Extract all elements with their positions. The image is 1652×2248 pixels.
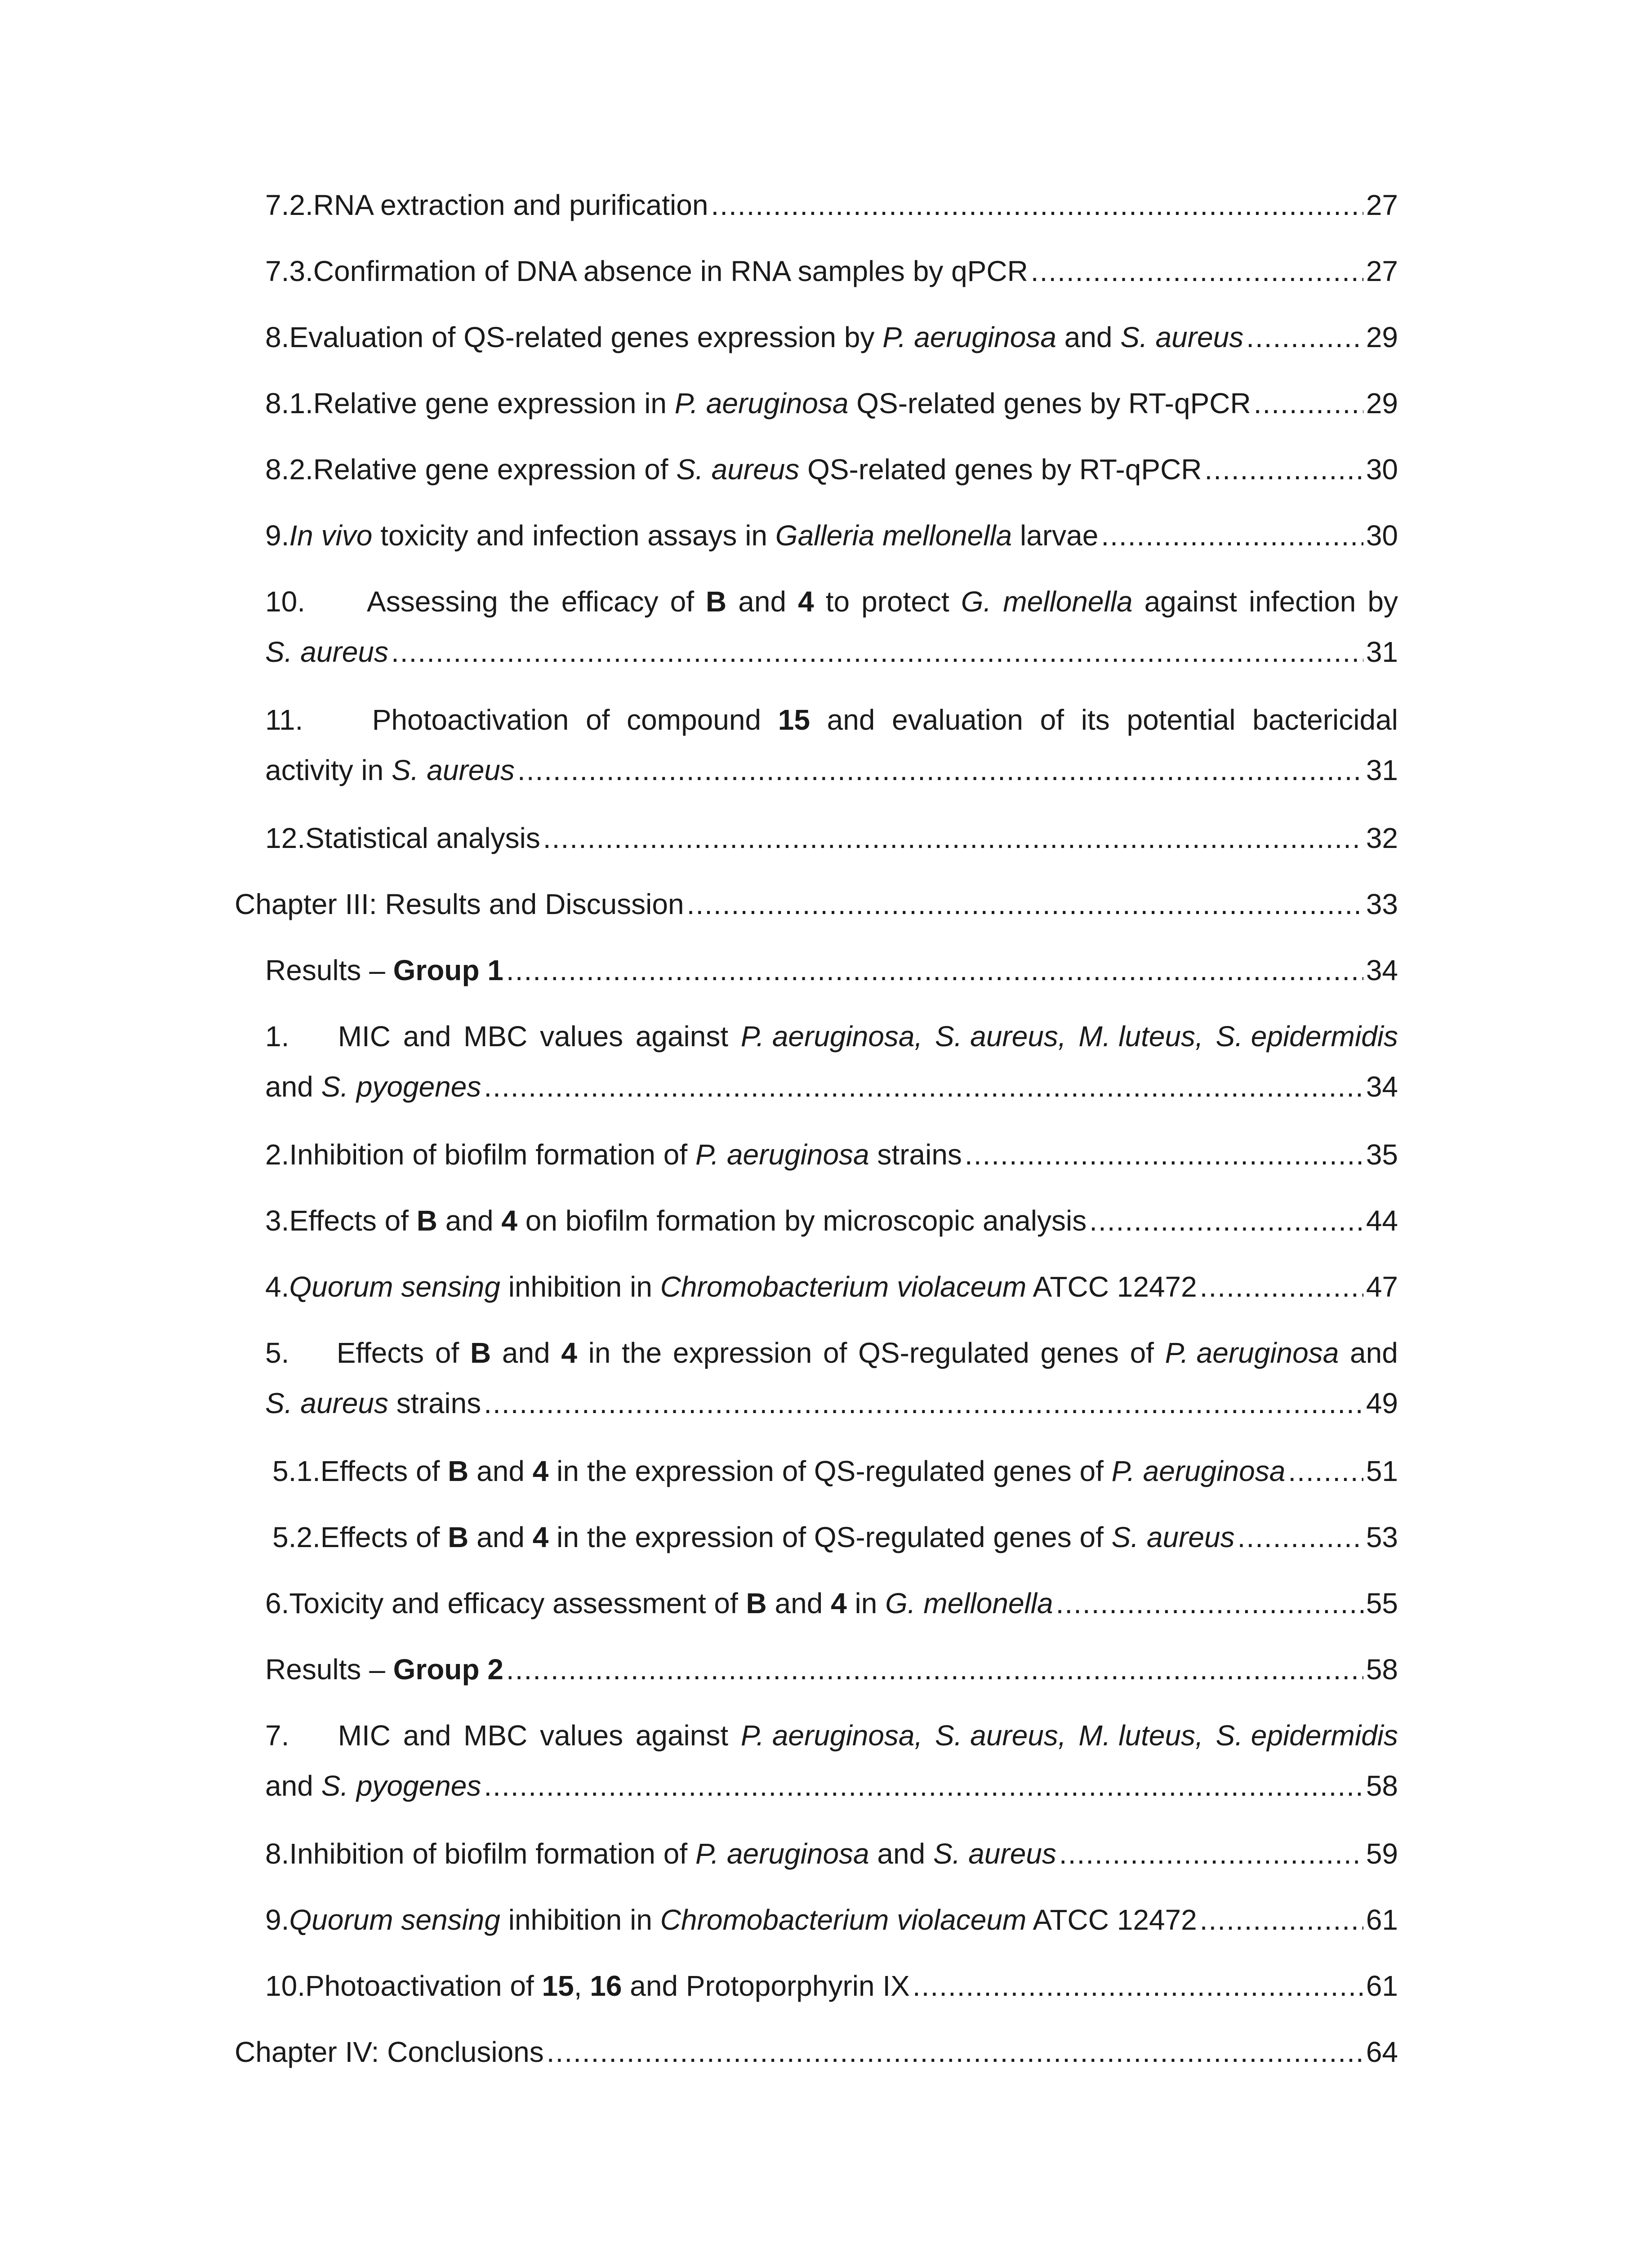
toc-results-group-1[interactable]: [265, 945, 1398, 995]
toc-entry-8[interactable]: [265, 312, 1398, 362]
entry-title-line-1: 11. Photoactivation of compound 15 and evaluation of its potential bactericidal: [265, 704, 1398, 736]
chapter-title: Chapter IV: Conclusions: [235, 2036, 544, 2068]
entry-title: RNA extraction and purification: [313, 189, 708, 221]
page-number: 44: [1366, 1204, 1398, 1237]
entry-title-line-2: and S. pyogenes: [265, 1070, 481, 1103]
entry-title: Quorum sensing inhibition in Chromobacterium violaceum ATCC 12472: [289, 1904, 1197, 1936]
page-number: 59: [1366, 1838, 1398, 1870]
entry-title: Relative gene expression of S. aureus QS-related genes by RT-qPCR: [313, 453, 1202, 486]
entry-number: 2.: [265, 1138, 289, 1171]
toc-entry-12[interactable]: [265, 813, 1398, 863]
toc-entry-8-1[interactable]: [265, 378, 1398, 428]
dot-leader: [687, 879, 1363, 929]
entry-title-line-2: S. aureus: [265, 636, 388, 668]
entry-title: Relative gene expression in P. aeruginosa QS-related genes by RT-qPCR: [313, 387, 1251, 419]
entry-title: Effects of B and 4 in the expression of QS-regulated genes of S. aureus: [320, 1521, 1235, 1553]
toc-entry-9[interactable]: [265, 510, 1398, 561]
toc-entry-2[interactable]: [265, 1129, 1398, 1180]
page-number: 35: [1366, 1138, 1398, 1171]
entry-title-line-1: 5. Effects of B and 4 in the expression of QS-regulated genes of P. aeruginosa and: [265, 1337, 1398, 1369]
dot-leader: [1101, 510, 1363, 561]
section-title: Results – Group 2: [265, 1653, 503, 1686]
page-number: 34: [1366, 1070, 1398, 1103]
entry-title-line-2: and S. pyogenes: [265, 1770, 481, 1802]
page-number: 29: [1366, 321, 1398, 353]
entry-number: 7.3.: [265, 255, 313, 287]
dot-leader: [1238, 1512, 1363, 1562]
page-number: 49: [1366, 1387, 1398, 1419]
entry-number: 9.: [265, 1904, 289, 1936]
dot-leader: [517, 745, 1363, 795]
dot-leader: [1200, 1895, 1363, 1945]
page-number: 32: [1366, 822, 1398, 854]
toc-entry-7-3[interactable]: [265, 246, 1398, 296]
page-number: 31: [1366, 754, 1398, 786]
entry-title: Effects of B and 4 in the expression of QS-regulated genes of P. aeruginosa: [320, 1455, 1286, 1487]
toc-entry-8-2[interactable]: [265, 444, 1398, 495]
entry-number: 4.: [265, 1271, 289, 1303]
entry-number: 3.: [265, 1204, 289, 1237]
page-number: 33: [1366, 888, 1398, 920]
dot-leader: [1031, 246, 1363, 296]
page-number: 55: [1366, 1587, 1398, 1619]
page-number: 58: [1366, 1653, 1398, 1686]
dot-leader: [484, 1062, 1363, 1112]
entry-title: Quorum sensing inhibition in Chromobacterium violaceum ATCC 12472: [289, 1271, 1197, 1303]
toc-entry-3[interactable]: [265, 1195, 1398, 1246]
entry-title: Toxicity and efficacy assessment of B and 4 in G. mellonella: [289, 1587, 1053, 1619]
page-number: 29: [1366, 387, 1398, 419]
toc-entry-5-2[interactable]: [272, 1512, 1398, 1562]
page-number: 27: [1366, 255, 1398, 287]
entry-title-line-2: S. aureus strains: [265, 1387, 481, 1419]
dot-leader: [1059, 1829, 1363, 1879]
dot-leader: [1089, 1195, 1363, 1246]
entry-title: Effects of B and 4 on biofilm formation by microscopic analysis: [289, 1204, 1087, 1237]
entry-title-line-1: 1. MIC and MBC values against P. aeruginosa, S. aureus, M. luteus, S. epidermidis: [265, 1020, 1398, 1053]
toc-chapter-3[interactable]: [235, 879, 1398, 929]
entry-number: 12.: [265, 822, 305, 854]
toc-entry-7[interactable]: [265, 1710, 1398, 1811]
dot-leader: [1288, 1446, 1363, 1496]
toc-entry-4[interactable]: [265, 1262, 1398, 1312]
page-number: 27: [1366, 189, 1398, 221]
entry-number: 10.: [265, 1970, 305, 2002]
dot-leader: [506, 1644, 1363, 1695]
entry-number: 8.2.: [265, 453, 313, 486]
entry-number: 7.2.: [265, 189, 313, 221]
entry-number: 8.: [265, 1838, 289, 1870]
page-number: 58: [1366, 1770, 1398, 1802]
dot-leader: [1056, 1578, 1363, 1628]
toc-entry-6[interactable]: [265, 1578, 1398, 1628]
entry-number: 6.: [265, 1587, 289, 1619]
dot-leader: [1205, 444, 1363, 495]
dot-leader: [547, 2027, 1363, 2077]
entry-title: Photoactivation of 15, 16 and Protoporphyrin IX: [305, 1970, 910, 2002]
toc-entry-10[interactable]: [265, 576, 1398, 677]
dot-leader: [711, 180, 1363, 230]
toc-entry-5[interactable]: [265, 1328, 1398, 1428]
dot-leader: [1200, 1262, 1363, 1312]
entry-title: Inhibition of biofilm formation of P. aeruginosa and S. aureus: [289, 1838, 1056, 1870]
toc-entry-9-group-2[interactable]: [265, 1895, 1398, 1945]
toc-entry-11[interactable]: [265, 695, 1398, 795]
page-number: 34: [1366, 954, 1398, 986]
entry-title: Confirmation of DNA absence in RNA samples by qPCR: [313, 255, 1028, 287]
entry-number: 5.2.: [272, 1521, 321, 1553]
entry-title: Inhibition of biofilm formation of P. aeruginosa strains: [289, 1138, 962, 1171]
entry-title: Evaluation of QS-related genes expression by P. aeruginosa and S. aureus: [289, 321, 1244, 353]
dot-leader: [913, 1961, 1363, 2011]
entry-title: In vivo toxicity and infection assays in Galleria mellonella larvae: [289, 519, 1099, 552]
dot-leader: [543, 813, 1363, 863]
dot-leader: [1254, 378, 1363, 428]
page-number: 30: [1366, 453, 1398, 486]
entry-title-line-1: 7. MIC and MBC values against P. aeruginosa, S. aureus, M. luteus, S. epidermidis: [265, 1719, 1398, 1752]
dot-leader: [484, 1378, 1363, 1428]
toc-entry-8-group-2[interactable]: [265, 1829, 1398, 1879]
chapter-title: Chapter III: Results and Discussion: [235, 888, 684, 920]
dot-leader: [391, 627, 1363, 677]
section-title: Results – Group 1: [265, 954, 503, 986]
dot-leader: [965, 1129, 1363, 1180]
entry-number: 8.: [265, 321, 289, 353]
page-number: 30: [1366, 519, 1398, 552]
toc-entry-10-group-2[interactable]: [265, 1961, 1398, 2011]
page-number: 61: [1366, 1904, 1398, 1936]
page-number: 61: [1366, 1970, 1398, 2002]
entry-number: 9.: [265, 519, 289, 552]
page-number: 53: [1366, 1521, 1398, 1553]
entry-number: 5.1.: [272, 1455, 321, 1487]
toc-entry-7-2[interactable]: [265, 180, 1398, 230]
page-number: 51: [1366, 1455, 1398, 1487]
entry-title: Statistical analysis: [305, 822, 540, 854]
entry-title-line-1: 10. Assessing the efficacy of B and 4 to protect G. mellonella against infection by: [265, 585, 1398, 618]
dot-leader: [506, 945, 1363, 995]
toc-entry-1[interactable]: [265, 1011, 1398, 1112]
dot-leader: [1246, 312, 1363, 362]
page-number: 64: [1366, 2036, 1398, 2068]
entry-title-line-2: activity in S. aureus: [265, 754, 515, 786]
dot-leader: [484, 1761, 1363, 1811]
page-number: 31: [1366, 636, 1398, 668]
toc-chapter-4[interactable]: [235, 2027, 1398, 2077]
toc-results-group-2[interactable]: [265, 1644, 1398, 1695]
page-number: 47: [1366, 1271, 1398, 1303]
toc-entry-5-1[interactable]: [272, 1446, 1398, 1496]
entry-number: 8.1.: [265, 387, 313, 419]
